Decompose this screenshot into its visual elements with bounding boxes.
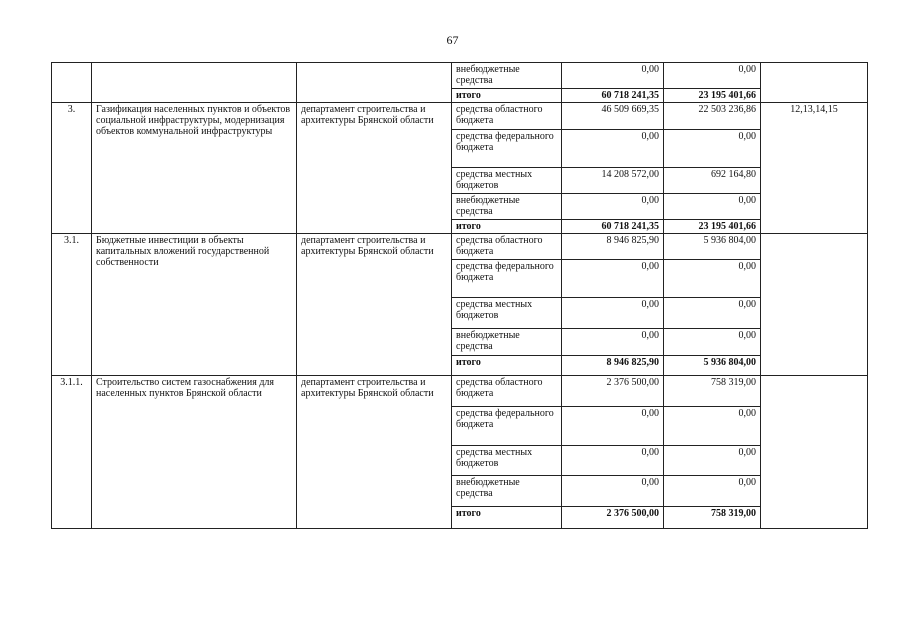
value-cell: 5 936 804,00 (664, 234, 761, 260)
indicators (761, 234, 868, 376)
source-cell: внебюджетные средства (452, 476, 562, 507)
value-cell: 0,00 (664, 329, 761, 356)
event-name: Бюджетные инвестиции в объекты капитальных вложений государственной собственности (92, 234, 297, 376)
event-name: Газификация населенных пунктов и объектов социальной инфраструктуры, модернизация объектов коммунальной инфраструктуры (92, 103, 297, 234)
executor: департамент строительства и архитектуры Брянской области (297, 103, 452, 234)
value-cell: 60 718 241,35 (562, 220, 664, 234)
budget-table (51, 62, 868, 529)
value-cell: 23 195 401,66 (664, 89, 761, 103)
source-cell: внебюджетные средства (452, 63, 562, 89)
value-cell: 60 718 241,35 (562, 89, 664, 103)
source-cell: итого (452, 356, 562, 376)
value-cell: 0,00 (562, 329, 664, 356)
value-cell: 758 319,00 (664, 507, 761, 529)
value-cell: 0,00 (562, 130, 664, 168)
value-cell: 0,00 (562, 260, 664, 298)
table-row (52, 234, 868, 260)
value-cell: 0,00 (562, 298, 664, 329)
value-cell: 46 509 669,35 (562, 103, 664, 130)
source-cell: средства федерального бюджета (452, 260, 562, 298)
source-cell: средства областного бюджета (452, 376, 562, 407)
indicators-cell (761, 63, 868, 103)
value-cell: 5 936 804,00 (664, 356, 761, 376)
value-cell: 0,00 (664, 446, 761, 476)
value-cell: 0,00 (664, 298, 761, 329)
value-cell: 8 946 825,90 (562, 234, 664, 260)
name-cell (92, 63, 297, 103)
executor-cell (297, 63, 452, 103)
value-cell: 0,00 (664, 130, 761, 168)
event-name: Строительство систем газоснабжения для населенных пунктов Брянской области (92, 376, 297, 529)
source-cell: средства местных бюджетов (452, 168, 562, 194)
value-cell: 0,00 (664, 63, 761, 89)
source-cell: средства областного бюджета (452, 103, 562, 130)
source-cell: внебюджетные средства (452, 329, 562, 356)
indicators (761, 376, 868, 529)
source-cell: итого (452, 507, 562, 529)
value-cell: 8 946 825,90 (562, 356, 664, 376)
value-cell: 14 208 572,00 (562, 168, 664, 194)
table-row (52, 63, 868, 89)
executor: департамент строительства и архитектуры Брянской области (297, 376, 452, 529)
table-row (52, 376, 868, 407)
num-cell (52, 63, 92, 103)
source-cell: средства областного бюджета (452, 234, 562, 260)
value-cell: 0,00 (562, 446, 664, 476)
value-cell: 0,00 (562, 407, 664, 446)
source-cell: итого (452, 220, 562, 234)
value-cell: 758 319,00 (664, 376, 761, 407)
value-cell: 0,00 (664, 476, 761, 507)
value-cell: 22 503 236,86 (664, 103, 761, 130)
page-number: 67 (446, 33, 459, 47)
value-cell: 2 376 500,00 (562, 376, 664, 407)
source-cell: средства местных бюджетов (452, 446, 562, 476)
executor: департамент строительства и архитектуры Брянской области (297, 234, 452, 376)
row-number: 3.1.1. (52, 376, 92, 529)
value-cell: 0,00 (562, 194, 664, 220)
source-cell: средства местных бюджетов (452, 298, 562, 329)
source-cell: итого (452, 89, 562, 103)
value-cell: 23 195 401,66 (664, 220, 761, 234)
indicators: 12,13,14,15 (761, 103, 868, 234)
value-cell: 0,00 (664, 260, 761, 298)
table-row (52, 103, 868, 130)
source-cell: средства федерального бюджета (452, 407, 562, 446)
value-cell: 0,00 (664, 194, 761, 220)
value-cell: 0,00 (562, 63, 664, 89)
value-cell: 0,00 (562, 476, 664, 507)
source-cell: внебюджетные средства (452, 194, 562, 220)
source-cell: средства федерального бюджета (452, 130, 562, 168)
row-number: 3.1. (52, 234, 92, 376)
row-number: 3. (52, 103, 92, 234)
value-cell: 2 376 500,00 (562, 507, 664, 529)
value-cell: 692 164,80 (664, 168, 761, 194)
value-cell: 0,00 (664, 407, 761, 446)
